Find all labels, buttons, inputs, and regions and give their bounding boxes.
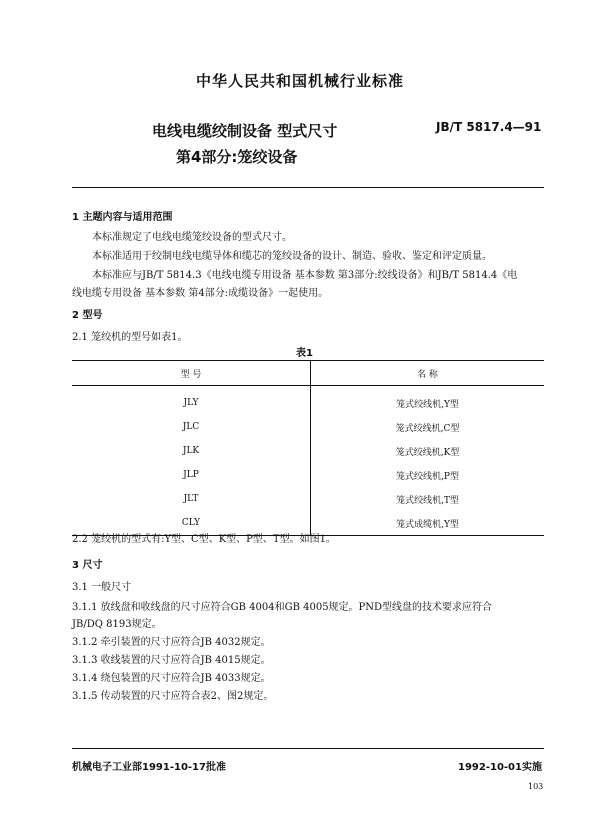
clause-3-1-2: 3.1.2 牵引装置的尺寸应符合JB 4032规定。: [72, 637, 271, 648]
section-3-heading: 3 尺寸: [72, 560, 103, 571]
clause-2-1: 2.1 笼绞机的型号如表1。: [72, 332, 188, 343]
name-cell: 笼式绞线机,P型: [396, 471, 459, 482]
model-cell: JLK: [72, 439, 311, 463]
table-row: [72, 386, 544, 416]
section-1-heading: 1 主题内容与适用范围: [72, 212, 173, 223]
clause-3-1: 3.1 一般尺寸: [72, 582, 132, 593]
section-1-paragraph-1: 本标准规定了电线电缆笼绞设备的型式尺寸。: [92, 232, 292, 243]
table-row: [72, 415, 544, 439]
model-cell: JLT: [72, 487, 311, 511]
page-number: 103: [528, 782, 544, 791]
name-cell: 笼式绞线机,K型: [395, 447, 460, 458]
clause-3-1-1: 3.1.1 放线盘和收线盘的尺寸应符合GB 4004和GB 4005规定。PND型线盘的技术要求应符合: [72, 602, 493, 613]
model-cell: JLY: [72, 386, 311, 416]
section-2-heading: 2 型号: [72, 310, 103, 321]
column-header-model: 型 号: [72, 361, 311, 386]
footer-divider: [72, 748, 544, 749]
header-divider: [72, 187, 544, 188]
model-cell: JLC: [72, 415, 311, 439]
clause-2-2: 2.2 笼绞机的型式有:Y型、C型、K型、P型、T型。如图1。: [72, 534, 336, 545]
table-row: [72, 463, 544, 487]
section-1-paragraph-2: 本标准适用于绞制电线电缆导体和缆芯的笼绞设备的设计、制造、验收、鉴定和评定质量。: [92, 251, 492, 262]
clause-3-1-1-cont: JB/DQ 8193规定。: [72, 619, 162, 630]
model-cell: JLP: [72, 463, 311, 487]
clause-3-1-4: 3.1.4 绕包装置的尺寸应符合JB 4033规定。: [72, 673, 271, 684]
model-cell: CLY: [72, 511, 311, 536]
approval-line: 机械电子工业部1991-10-17批准: [72, 762, 226, 773]
clause-3-1-5: 3.1.5 传动装置的尺寸应符合表2、图2规定。: [72, 691, 274, 702]
column-header-name: 名 称: [311, 361, 545, 386]
document-title: 电线电缆绞制设备 型式尺寸: [152, 122, 338, 140]
section-1-paragraph-3-cont: 线电缆专用设备 基本参数 第4部分:成缆设备》一起使用。: [72, 288, 329, 299]
table-row: [72, 487, 544, 511]
table-1-caption: 表1: [296, 348, 313, 359]
model-table: [72, 360, 544, 536]
implementation-line: 1992-10-01实施: [458, 762, 542, 773]
name-cell: 笼式绞线机,T型: [396, 495, 459, 506]
name-cell: 笼式绞线机,Y型: [396, 399, 459, 410]
table-row: [72, 439, 544, 463]
clause-3-1-3: 3.1.3 收线装置的尺寸应符合JB 4015规定。: [72, 655, 271, 666]
name-cell: 笼式绞线机,C型: [395, 423, 460, 434]
section-1-paragraph-3: 本标准应与JB/T 5814.3《电线电缆专用设备 基本参数 第3部分:绞线设备》和JB/T 5814.4《电: [92, 270, 518, 281]
name-cell: 笼式成缆机,Y型: [311, 511, 545, 536]
document-subtitle: 第4部分:笼绞设备: [176, 148, 298, 166]
table-header-row: [72, 361, 544, 386]
standard-body-title: 中华人民共和国机械行业标准: [195, 72, 404, 90]
standard-number: JB/T 5817.4—91: [436, 120, 542, 134]
